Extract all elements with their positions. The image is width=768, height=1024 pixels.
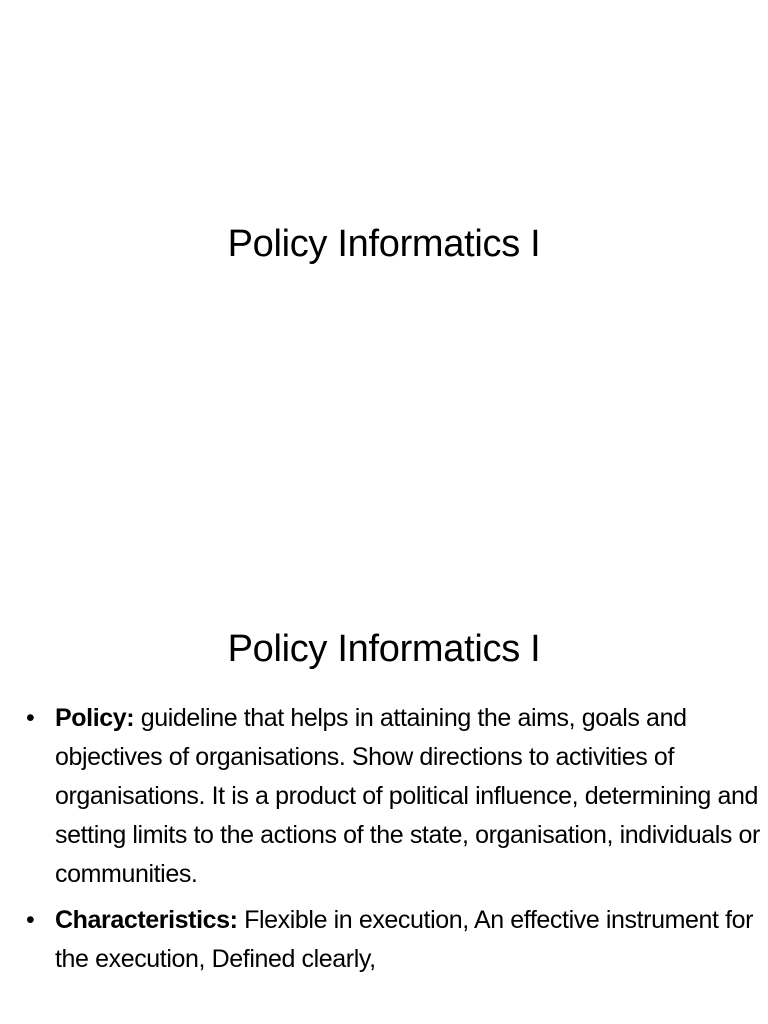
bullet-list	[26, 699, 766, 986]
content-slide	[0, 576, 768, 1024]
list-item	[26, 901, 766, 979]
slide-title: Policy Informatics I	[227, 223, 541, 265]
slide-title: Policy Informatics I	[227, 628, 541, 670]
bullet-text: guideline that helps in attaining the aims, goals and objectives of organisations. Show directions to activities of organisations. It is a product of political influence, determining and setting limits to the actions of the state, organisation, individuals or communities.	[55, 704, 760, 888]
bullet-term: Policy:	[55, 704, 135, 732]
bullet-text: Flexible in execution, An effective instrument for the execution, Defined clearly,	[55, 906, 754, 973]
list-item	[26, 699, 766, 894]
bullet-icon: •	[26, 906, 35, 934]
bullet-icon: •	[26, 704, 35, 732]
bullet-term: Characteristics:	[55, 906, 238, 934]
